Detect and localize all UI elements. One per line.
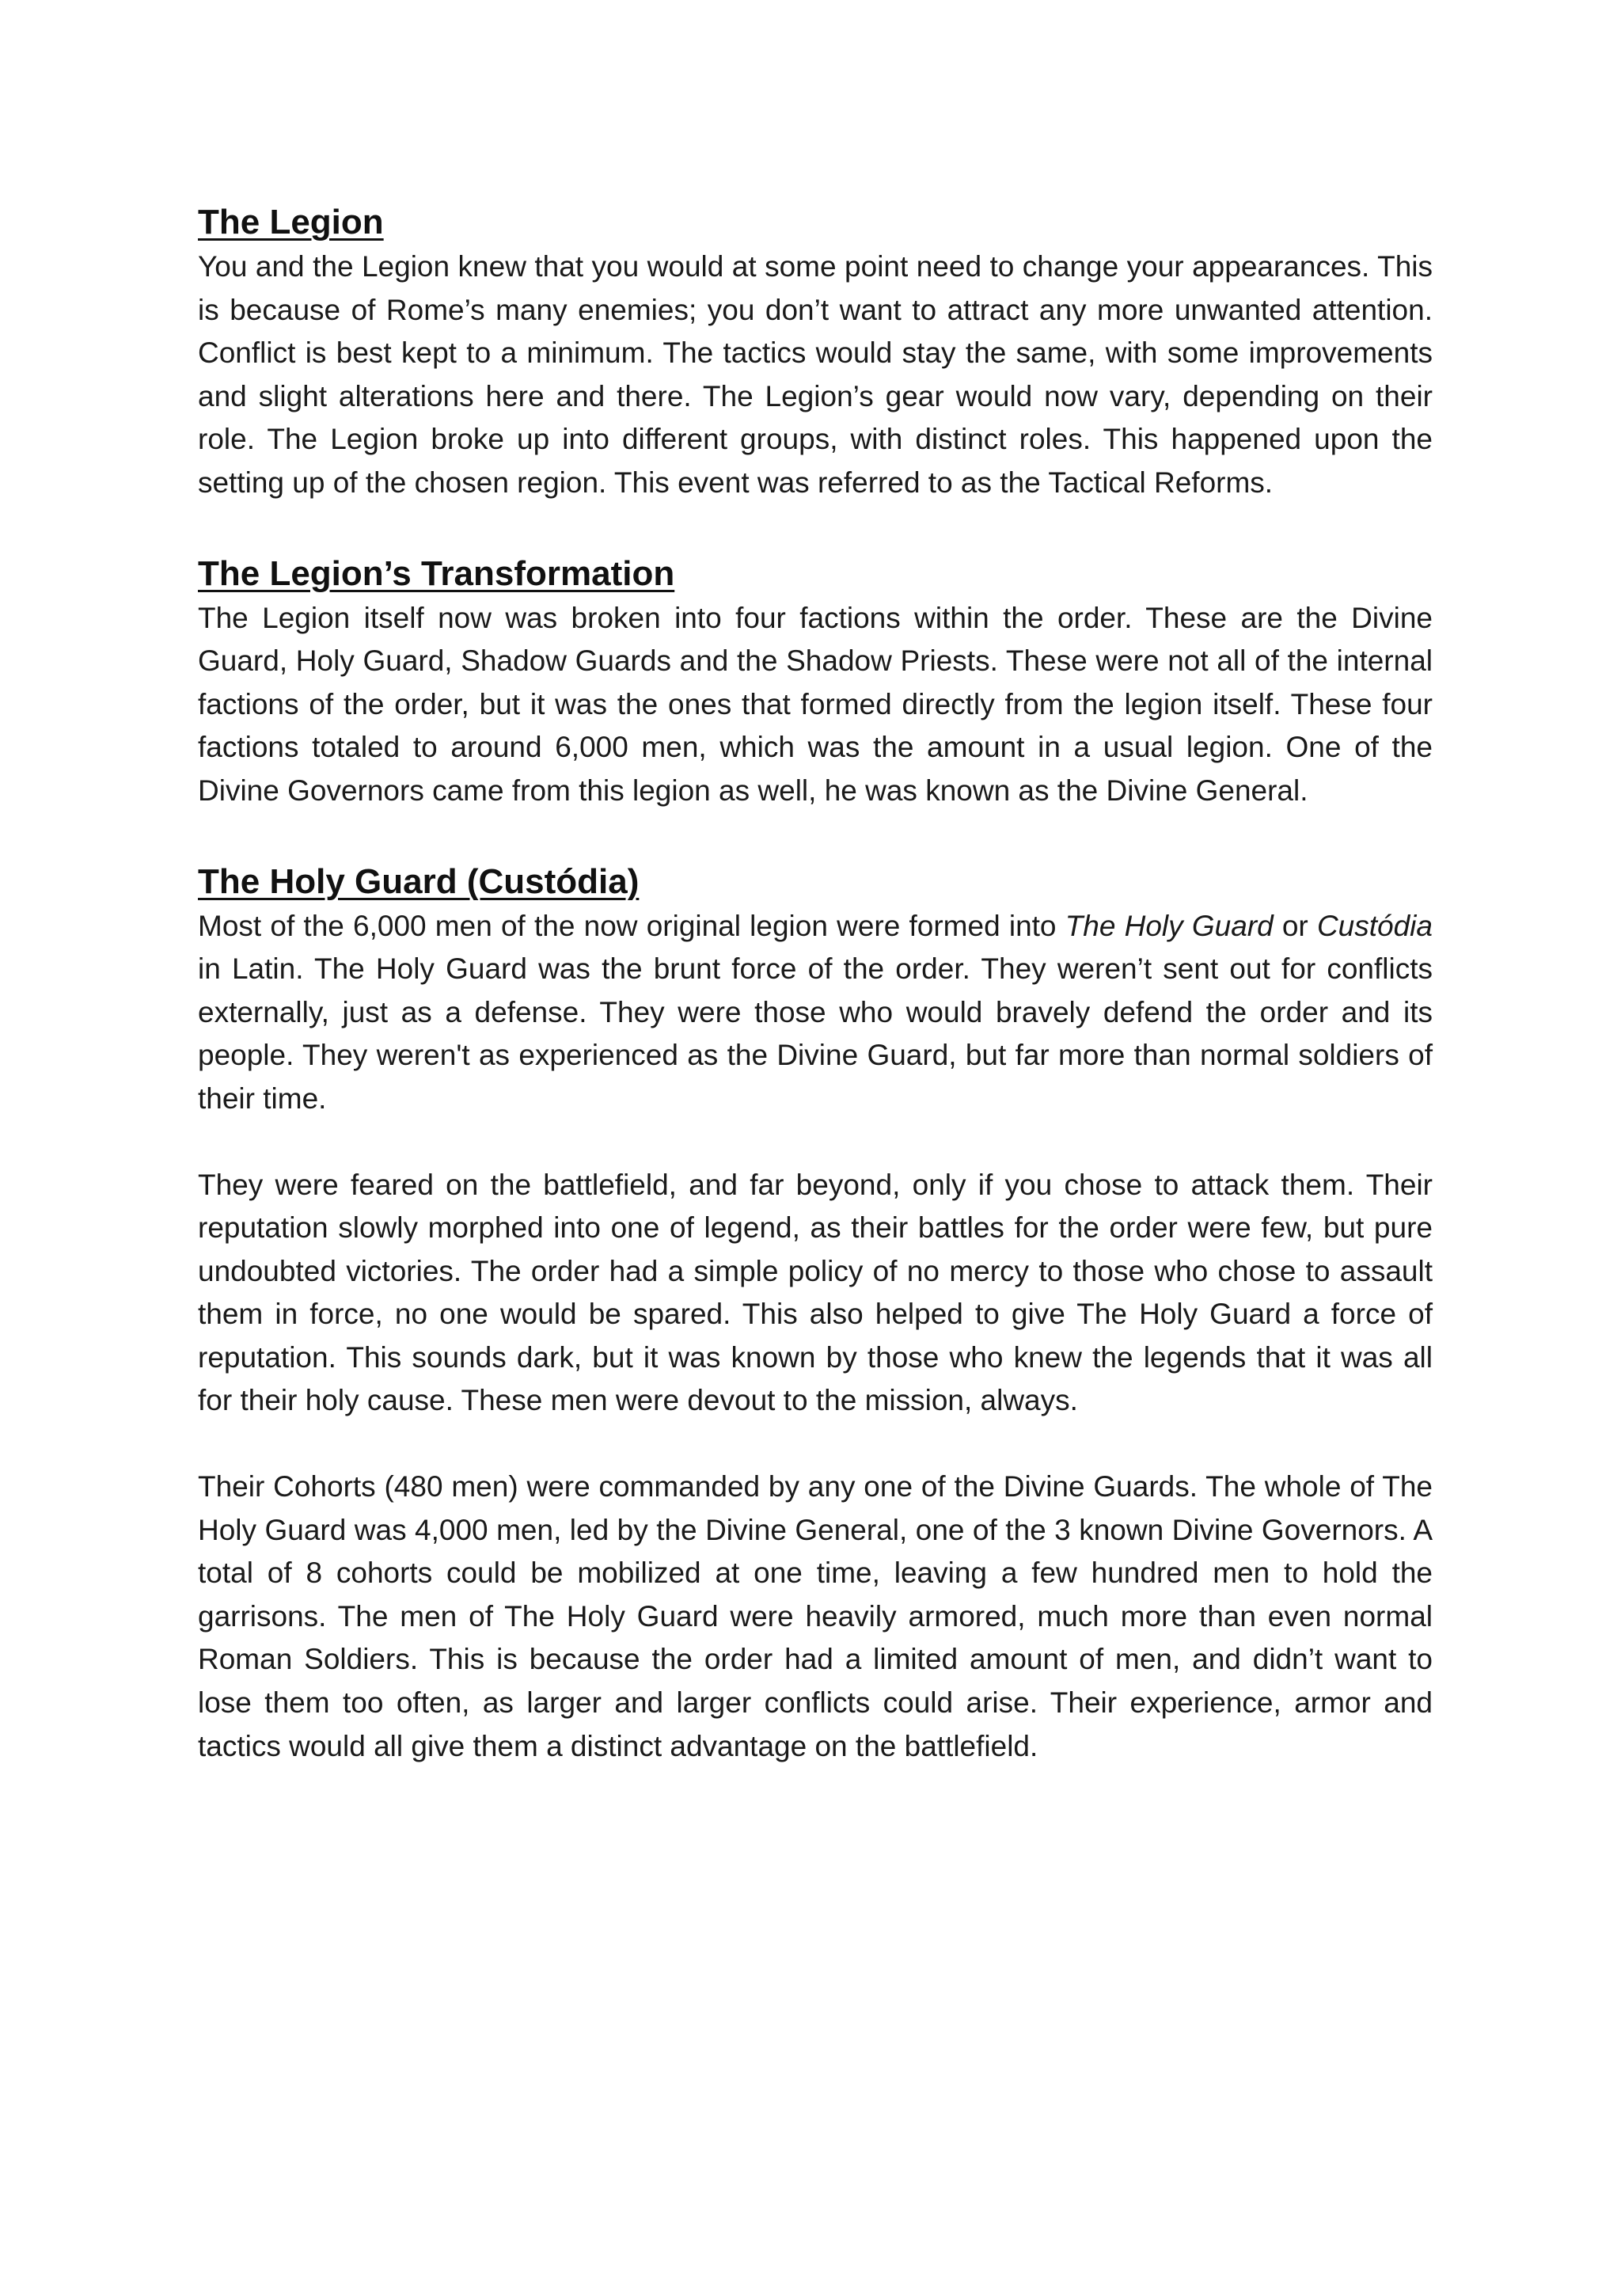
section-heading-the-legion: The Legion bbox=[198, 203, 384, 241]
paragraph-holy-guard-intro bbox=[198, 905, 1433, 1121]
italic-term-holy-guard: The Holy Guard bbox=[1065, 909, 1274, 942]
text-run: Most of the 6,000 men of the now original legion were formed into bbox=[198, 909, 1065, 942]
paragraph-spacer bbox=[198, 1423, 1433, 1465]
text-run: in Latin. The Holy Guard was the brunt force of the order. They weren’t sent out for conflicts externally, just as a defense. They were those who would bravely defend the order and its people. They weren't as experienced as the Divine Guard, but far more than normal soldiers of their time. bbox=[198, 952, 1433, 1115]
section-heading-legion-transformation: The Legion’s Transformation bbox=[198, 553, 675, 593]
paragraph-holy-guard-reputation: They were feared on the battlefield, and far beyond, only if you chose to attack them. Their reputation slowly morphed into one of legend, as their battles for the order were few, but pure undoubted victories. The order had a simple policy of no mercy to those who chose to assault them in force, no one would be spared. This also helped to give The Holy Guard a force of reputation. This sounds dark, but it was known by those who knew the legends that it was all for their holy cause. These men were devout to the mission, always. bbox=[198, 1168, 1433, 1417]
text-run: or bbox=[1273, 909, 1317, 942]
section-spacer bbox=[198, 505, 1433, 551]
paragraph-spacer bbox=[198, 1121, 1433, 1164]
paragraph-the-legion: You and the Legion knew that you would at some point need to change your appearances. This is because of Rome’s many enemies; you don’t want to attract any more unwanted attention. Conflict is best kept to a minimum. The tactics would stay the same, with some improvements and slight alterations here and there. The Legion’s gear would now vary, depending on their role. The Legion broke up into different groups, with distinct roles. This happened upon the setting up of the chosen region. This event was referred to as the Tactical Reforms. bbox=[198, 250, 1433, 499]
paragraph-holy-guard-cohorts: Their Cohorts (480 men) were commanded by any one of the Divine Guards. The whole of The Holy Guard was 4,000 men, led by the Divine General, one of the 3 known Divine Governors. A total of 8 cohorts could be mobilized at one time, leaving a few hundred men to hold the garrisons. The men of The Holy Guard were heavily armored, much more than even normal Roman Soldiers. This is because the order had a limited amount of men, and didn’t want to lose them too often, as larger and larger conflicts could arise. Their experience, armor and tactics would all give them a distinct advantage on the battlefield. bbox=[198, 1470, 1433, 1762]
section-spacer bbox=[198, 813, 1433, 859]
italic-term-custodia: Custódia bbox=[1316, 909, 1433, 942]
section-heading-holy-guard: The Holy Guard (Custódia) bbox=[198, 861, 640, 901]
document-page bbox=[198, 200, 1433, 1768]
paragraph-legion-transformation: The Legion itself now was broken into four factions within the order. These are the Divine Guard, Holy Guard, Shadow Guards and the Shadow Priests. These were not all of the internal factions of the order, but it was the ones that formed directly from the legion itself. These four factions totaled to around 6,000 men, which was the amount in a usual legion. One of the Divine Governors came from this legion as well, he was known as the Divine General. bbox=[198, 601, 1433, 807]
